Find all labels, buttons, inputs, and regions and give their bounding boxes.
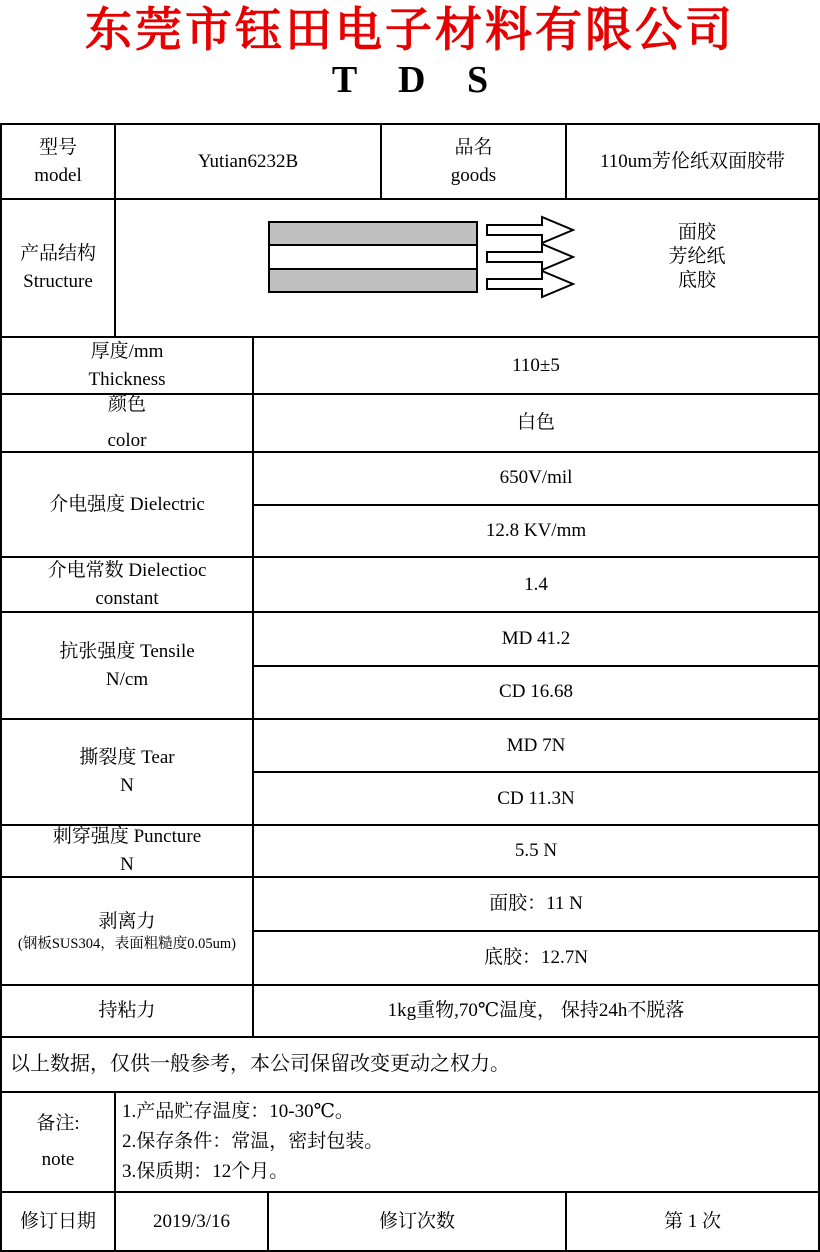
model-label-cell [2, 125, 114, 198]
layer-label-aramid-paper: 芳纶纸 [668, 246, 726, 267]
tear-value-md: MD 7N [506, 734, 566, 756]
row-structure [2, 198, 818, 336]
note-label-en: note [41, 1149, 75, 1170]
row-peel [2, 876, 818, 984]
row-tear [2, 718, 818, 824]
row-puncture [2, 824, 818, 876]
dielectric-constant-label-line1: 介电常数 Dielectioc [47, 559, 207, 581]
adhesion-value: 1kg重物,70℃温度， 保持24h不脱落 [252, 986, 818, 1036]
row-revision [2, 1191, 818, 1250]
goods-label-cn: 品名 [454, 136, 493, 158]
peel-label-line1: 剥离力 [98, 910, 156, 932]
model-label-en: model [34, 164, 82, 186]
layer-label-top-adhesive: 面胶 [677, 222, 716, 243]
layer-labels [596, 221, 798, 293]
doc-type-title: T D S [331, 58, 505, 101]
peel-label-cell [2, 878, 252, 984]
tds-table [0, 123, 820, 1252]
model-value: Yutian6232B [114, 125, 380, 198]
tear-label-line1: 撕裂度 Tear [79, 747, 175, 769]
layer-top-adhesive [270, 223, 476, 244]
structure-label-en: Structure [23, 271, 93, 292]
revision-count-label: 修订次数 [267, 1193, 565, 1250]
tear-label-cell [2, 720, 252, 824]
goods-label-en: goods [450, 164, 497, 186]
structure-label-cell [2, 200, 114, 336]
right-arrow-icon [486, 215, 576, 245]
note-items-cell [114, 1093, 818, 1191]
thickness-label-cell [2, 338, 252, 393]
layer-stack [268, 221, 478, 293]
dielectric-constant-label-line2: constant [95, 587, 159, 609]
color-value: 白色 [252, 395, 818, 451]
thickness-value: 110±5 [252, 338, 818, 393]
row-color [2, 393, 818, 451]
note-item-shelf-life: 3.保质期：12个月。 [122, 1161, 289, 1183]
puncture-label-cell [2, 826, 252, 876]
layer-aramid-paper [270, 244, 476, 269]
color-label-cn: 颜色 [107, 394, 146, 416]
tensile-value-cd: CD 16.68 [254, 665, 818, 719]
row-disclaimer [2, 1036, 818, 1091]
tear-label-line2: N [120, 775, 134, 796]
company-title: 东莞市钰田电子材料有限公司 [85, 5, 735, 57]
thickness-label-en: Thickness [88, 368, 166, 390]
peel-values-cell [252, 878, 818, 984]
right-arrow-icon [486, 242, 576, 272]
row-dielectric-constant [2, 556, 818, 611]
model-label-cn: 型号 [38, 136, 77, 158]
tensile-label-line2: N/cm [105, 668, 149, 690]
dielectric-value-vmil: 650V/mil [499, 467, 573, 489]
peel-value-top: 面胶：11 N [489, 893, 583, 915]
note-item-storage-condition: 2.保存条件：常温，密封包装。 [122, 1131, 384, 1153]
dielectric-values-cell [252, 453, 818, 556]
note-label-cell [2, 1093, 114, 1191]
structure-label-cn: 产品结构 [19, 243, 96, 265]
puncture-value: 5.5 N [252, 826, 818, 876]
thickness-label-cn: 厚度/mm [90, 340, 164, 362]
goods-label-cell [380, 125, 565, 198]
goods-value: 110um芳伦纸双面胶带 [565, 125, 818, 198]
row-note [2, 1091, 818, 1191]
structure-diagram [114, 200, 818, 336]
tear-value-cd: CD 11.3N [254, 771, 818, 824]
layer-label-bottom-adhesive: 底胶 [677, 270, 716, 291]
row-thickness [2, 336, 818, 393]
row-adhesion [2, 984, 818, 1036]
note-item-storage-temp: 1.产品贮存温度：10-30℃。 [122, 1101, 354, 1123]
puncture-label-line1: 刺穿强度 Puncture [52, 826, 202, 848]
tensile-label-line1: 抗张强度 Tensile [59, 640, 195, 662]
color-label-cell [2, 395, 252, 451]
layer-bottom-adhesive [270, 270, 476, 291]
note-label-cn: 备注: [36, 1113, 80, 1135]
disclaimer-text: 以上数据，仅供一般参考，本公司保留改变更动之权力。 [10, 1053, 510, 1075]
row-model-goods [2, 125, 818, 198]
tensile-label-cell [2, 613, 252, 718]
tear-values-cell [252, 720, 818, 824]
dielectric-constant-label-cell [2, 558, 252, 611]
revision-date-label: 修订日期 [19, 1210, 96, 1232]
doc-header [0, 6, 820, 101]
row-dielectric-strength [2, 451, 818, 556]
adhesion-label-cell: 持粘力 [98, 1000, 156, 1022]
right-arrow-icon [486, 269, 576, 299]
dielectric-value-kvmm: 12.8 KV/mm [254, 504, 818, 557]
revision-count-value: 第 1 次 [565, 1193, 818, 1250]
revision-date-value: 2019/3/16 [114, 1193, 267, 1250]
peel-label-line2: (钢板SUS304，表面粗糙度0.05um) [18, 936, 236, 953]
peel-value-bottom: 底胶：12.7N [254, 930, 818, 984]
puncture-label-line2: N [120, 854, 134, 875]
tds-page [0, 6, 820, 1252]
dielectric-constant-value: 1.4 [252, 558, 818, 611]
tensile-value-md: MD 41.2 [501, 627, 571, 649]
dielectric-label-cell: 介电强度 Dielectric [49, 493, 205, 515]
color-label-en: color [107, 430, 147, 451]
row-tensile [2, 611, 818, 718]
tensile-values-cell [252, 613, 818, 718]
